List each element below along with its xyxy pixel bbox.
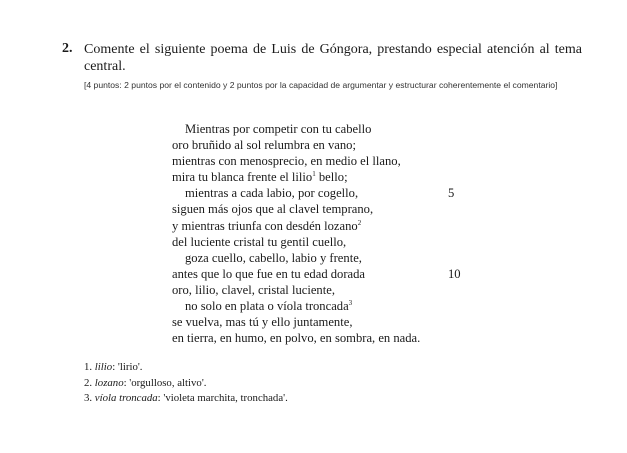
verse-text: y mientras triunfa con desdén lozano <box>172 218 358 233</box>
poem-verse <box>172 266 472 282</box>
poem-verse <box>172 330 472 346</box>
footnote-term: lozano <box>94 376 124 389</box>
footnote-definition: : 'lirio'. <box>112 361 143 373</box>
footnote-number: 1. <box>84 361 95 373</box>
poem <box>172 121 472 346</box>
verse-text: mientras a cada labio, por cogello, <box>185 186 359 201</box>
poem-verse <box>172 218 472 234</box>
poem-verse <box>172 201 472 217</box>
footnote-number: 3. <box>84 392 95 404</box>
footnote <box>84 376 288 392</box>
question-number: 2. <box>62 41 73 56</box>
footnote-marker: 1 <box>312 170 316 179</box>
poem-verse <box>172 314 472 330</box>
verse-text: goza cuello, cabello, labio y frente, <box>185 250 362 265</box>
poem-verse <box>172 234 472 250</box>
verse-number: 10 <box>448 266 461 281</box>
question-block <box>62 41 582 93</box>
verse-text: mientras con menosprecio, en medio el llano, <box>172 154 401 169</box>
verse-text: del luciente cristal tu gentil cuello, <box>172 234 347 249</box>
poem-verse <box>172 121 472 137</box>
poem-verse <box>172 153 472 169</box>
poem-verse <box>172 298 472 314</box>
verse-text: en tierra, en humo, en polvo, en sombra, en nada. <box>172 331 421 346</box>
question-text: Comente el siguiente poema de Luis de Góngora, prestando especial atención al tema central. <box>84 42 582 74</box>
verse-text: siguen más ojos que al clavel temprano, <box>172 202 374 217</box>
footnote-term: lilio <box>94 361 113 373</box>
footnote-definition: : 'violeta marchita, tronchada'. <box>157 392 288 404</box>
poem-verse <box>172 250 472 266</box>
verse-text: oro bruñido al sol relumbra en vano; <box>172 138 356 153</box>
footnotes <box>84 360 288 407</box>
footnote <box>84 391 288 407</box>
verse-number: 5 <box>448 186 455 201</box>
footnote <box>84 360 288 376</box>
footnote-number: 2. <box>84 376 95 389</box>
poem-verse <box>172 169 472 185</box>
verse-text: Mientras por competir con tu cabello <box>185 122 372 136</box>
footnote-marker: 3 <box>348 299 353 308</box>
footnote-marker: 2 <box>357 218 362 227</box>
poem-verse <box>172 282 472 298</box>
verse-text: se vuelva, mas tú y ello juntamente, <box>172 315 353 330</box>
poem-verse <box>172 185 472 201</box>
footnote-term: víola troncada <box>94 392 158 404</box>
verse-text: oro, lilio, clavel, cristal luciente, <box>172 282 335 297</box>
poem-verse <box>172 137 472 153</box>
verse-text: mira tu blanca frente el lilio <box>172 170 313 185</box>
verse-text-continued: bello; <box>315 170 348 185</box>
footnote-definition: : 'orgulloso, altivo'. <box>123 376 207 389</box>
verse-text: antes que lo que fue en tu edad dorada <box>172 266 366 281</box>
scoring-note: [4 puntos: 2 puntos por el contenido y 2 puntos por la capacidad de argumentar y estructurar coherentemente el comentario] <box>84 80 558 90</box>
verse-text: no solo en plata o víola troncada <box>185 299 349 314</box>
